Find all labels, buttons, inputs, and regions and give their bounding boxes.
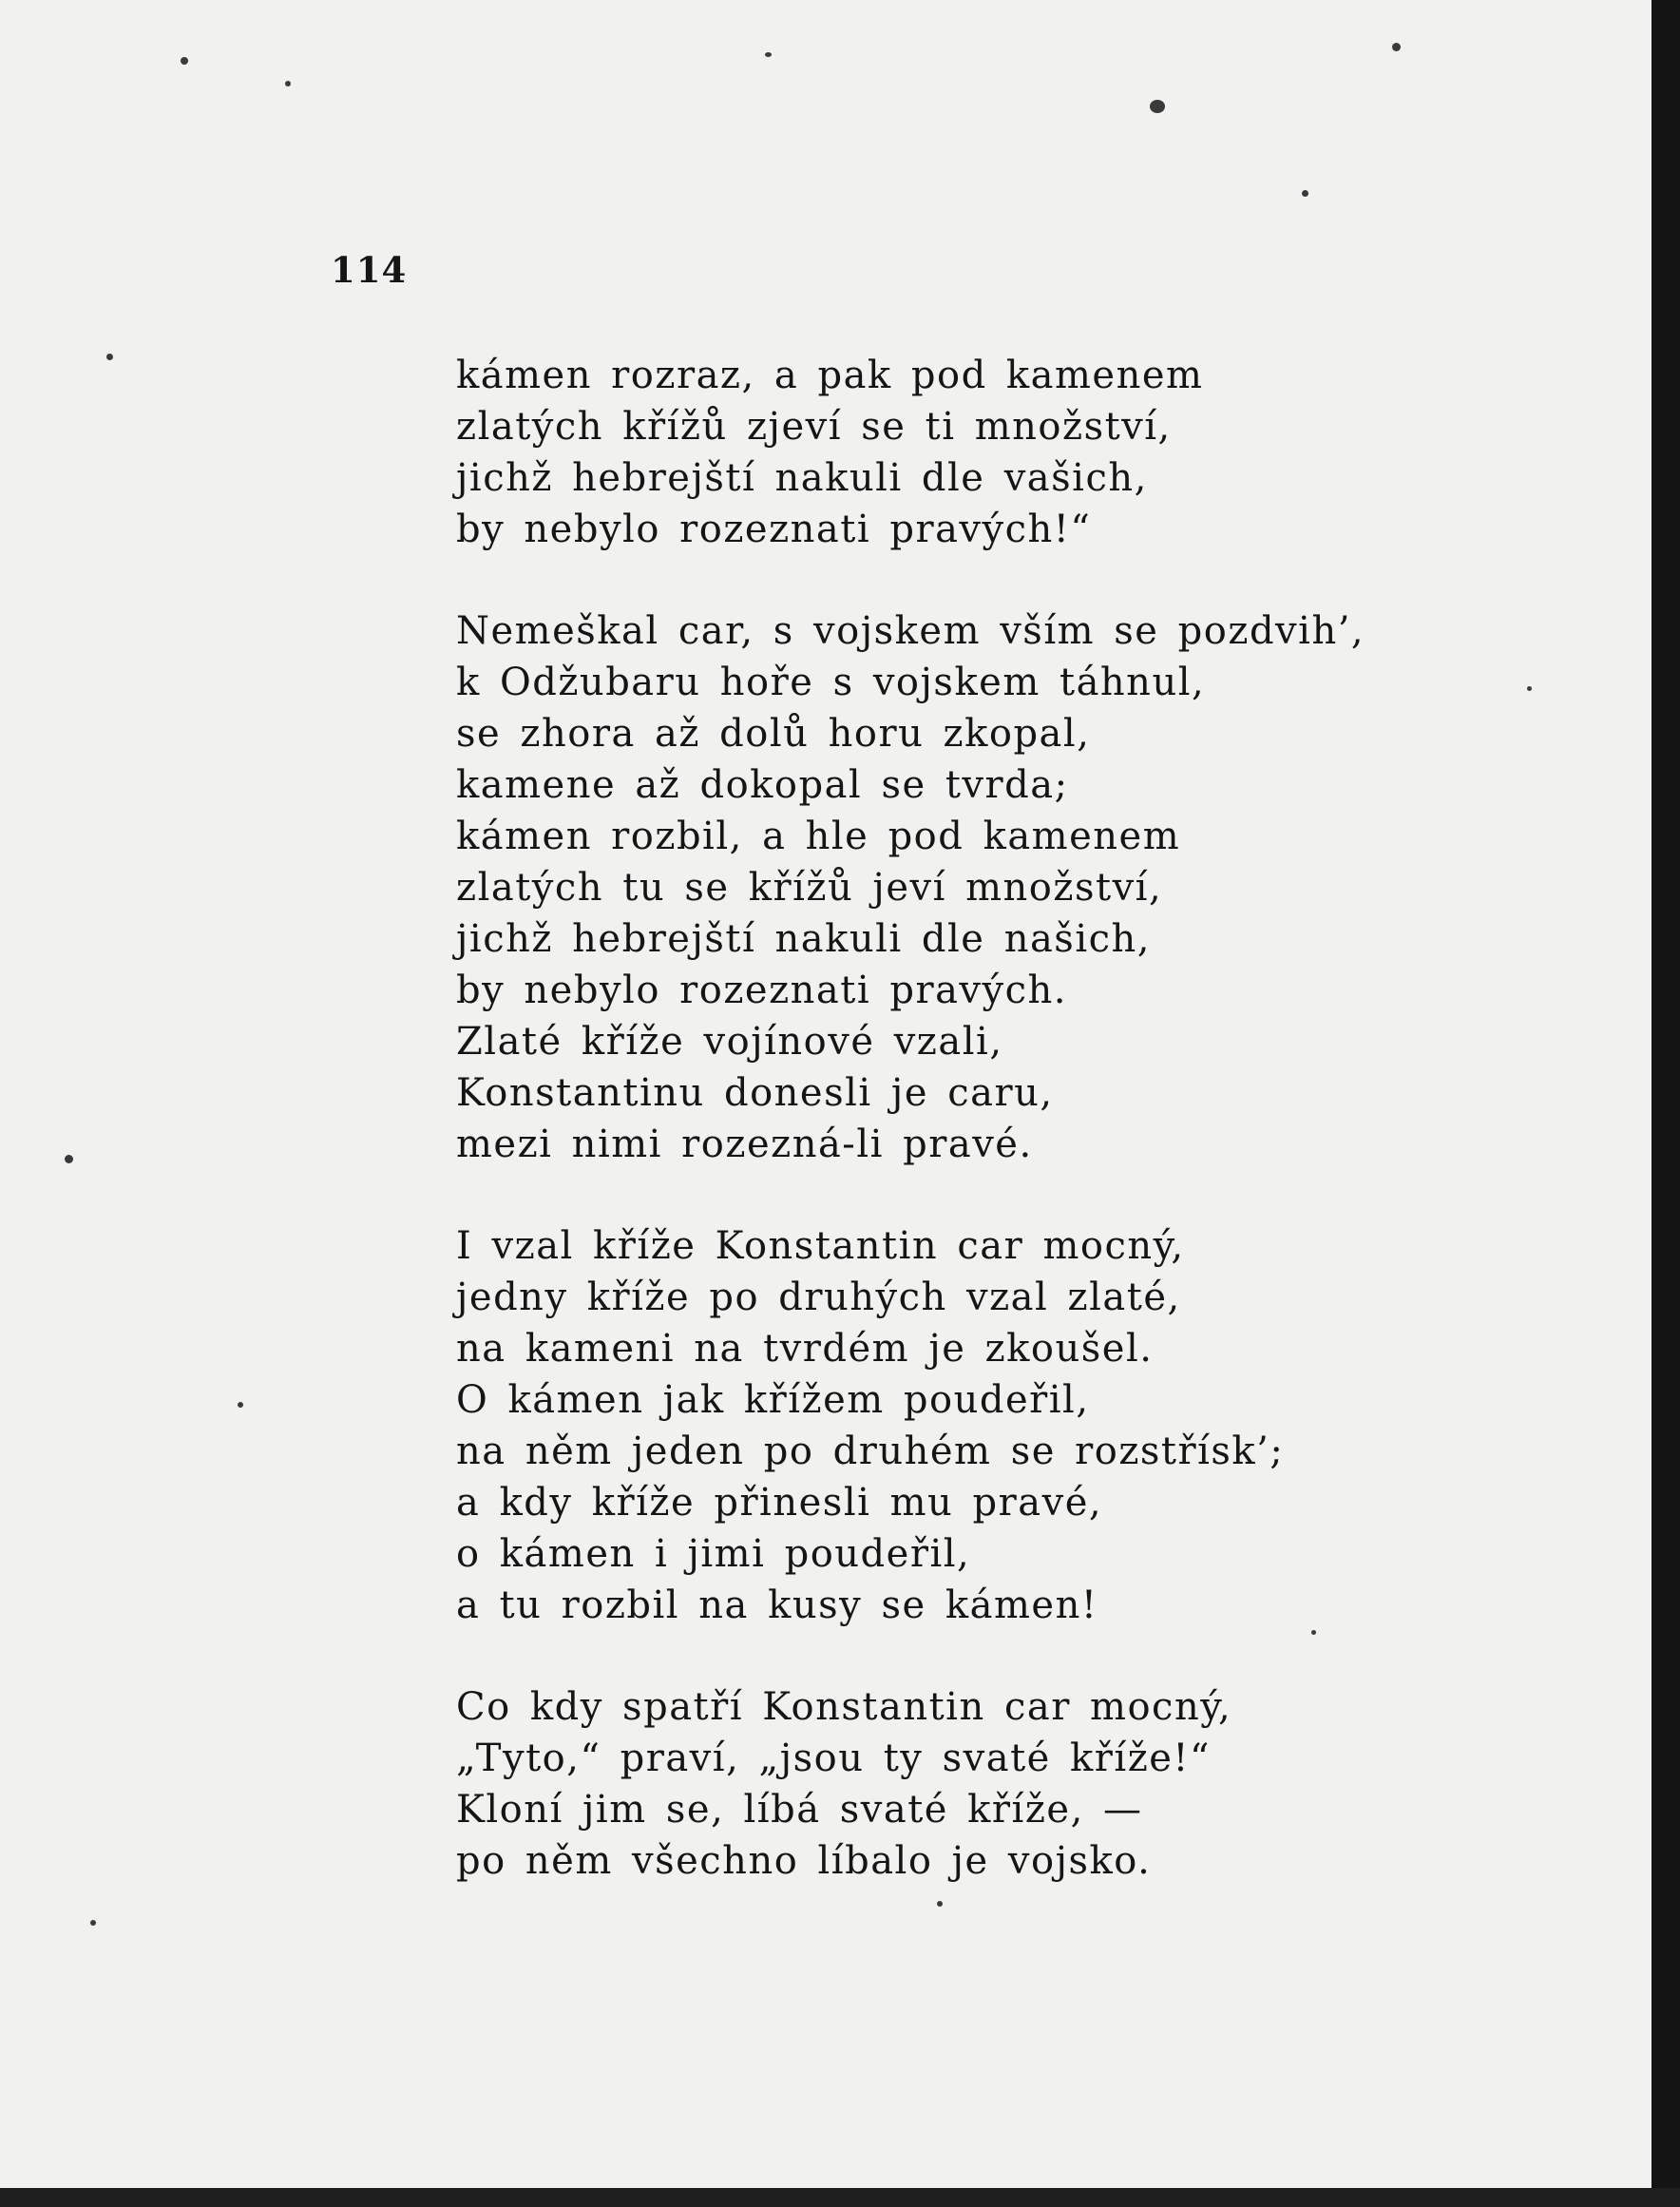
poem-text [456, 350, 1406, 1937]
scan-speck [285, 81, 291, 86]
poem-line: Nemeškal car, s vojskem vším se pozdvih’, [456, 609, 1365, 653]
scan-speck [1392, 43, 1401, 51]
poem-line: Co kdy spatří Konstantin car mocný, [456, 1685, 1232, 1729]
scan-speck [181, 57, 188, 65]
scan-speck [238, 1402, 243, 1408]
poem-line: kámen rozbil, a hle pod kamenem [456, 815, 1181, 858]
scan-speck [90, 1920, 96, 1926]
page-bottom-shadow [0, 2188, 1680, 2207]
stanza-4 [456, 1681, 1406, 1887]
scan-speck [65, 1155, 73, 1163]
poem-line: po něm všechno líbalo je vojsko. [456, 1839, 1152, 1883]
scan-speck [1302, 190, 1308, 197]
scan-speck [1527, 686, 1532, 691]
scan-speck [1150, 100, 1165, 113]
scan-speck [106, 354, 113, 360]
poem-line: Konstantinu donesli je caru, [456, 1071, 1054, 1115]
page-edge-shadow [1651, 0, 1680, 2207]
poem-line: mezi nimi rozezná-li pravé. [456, 1123, 1033, 1166]
poem-line: Zlaté kříže vojínové vzali, [456, 1020, 1003, 1064]
poem-line: zlatých křížů zjeví se ti množství, [456, 405, 1172, 449]
poem-line: Kloní jim se, líbá svaté kříže, — [456, 1788, 1143, 1832]
poem-line: I vzal kříže Konstantin car mocný, [456, 1224, 1185, 1268]
scan-speck [1311, 1630, 1316, 1635]
stanza-2 [456, 605, 1406, 1170]
poem-line: zlatých tu se křížů jeví množství, [456, 866, 1163, 910]
poem-line: jichž hebrejští nakuli dle vašich, [456, 456, 1148, 500]
poem-line: na něm jeden po druhém se rozstřísk’; [456, 1430, 1285, 1473]
poem-line: a tu rozbil na kusy se kámen! [456, 1583, 1098, 1627]
poem-line: kamene až dokopal se tvrda; [456, 763, 1069, 807]
poem-line: kámen rozraz, a pak pod kamenem [456, 354, 1204, 397]
poem-line: o kámen i jimi poudeřil, [456, 1532, 971, 1576]
poem-line: jedny kříže po druhých vzal zlaté, [456, 1276, 1181, 1319]
poem-line: by nebylo rozeznati pravých. [456, 969, 1068, 1012]
page-number: 114 [331, 249, 408, 291]
stanza-1 [456, 350, 1406, 555]
scan-speck [937, 1901, 943, 1907]
poem-line: jichž hebrejští nakuli dle našich, [456, 917, 1151, 961]
scan-speck [765, 52, 772, 57]
poem-line: „Tyto,“ praví, „jsou ty svaté kříže!“ [456, 1737, 1211, 1780]
poem-line: O kámen jak křížem poudeřil, [456, 1378, 1090, 1422]
stanza-3 [456, 1220, 1406, 1631]
poem-line: by nebylo rozeznati pravých!“ [456, 508, 1092, 551]
poem-line: na kameni na tvrdém je zkoušel. [456, 1327, 1154, 1371]
poem-line: a kdy kříže přinesli mu pravé, [456, 1481, 1103, 1525]
poem-line: k Odžubaru hoře s vojskem táhnul, [456, 661, 1206, 704]
poem-line: se zhora až dolů horu zkopal, [456, 712, 1091, 756]
